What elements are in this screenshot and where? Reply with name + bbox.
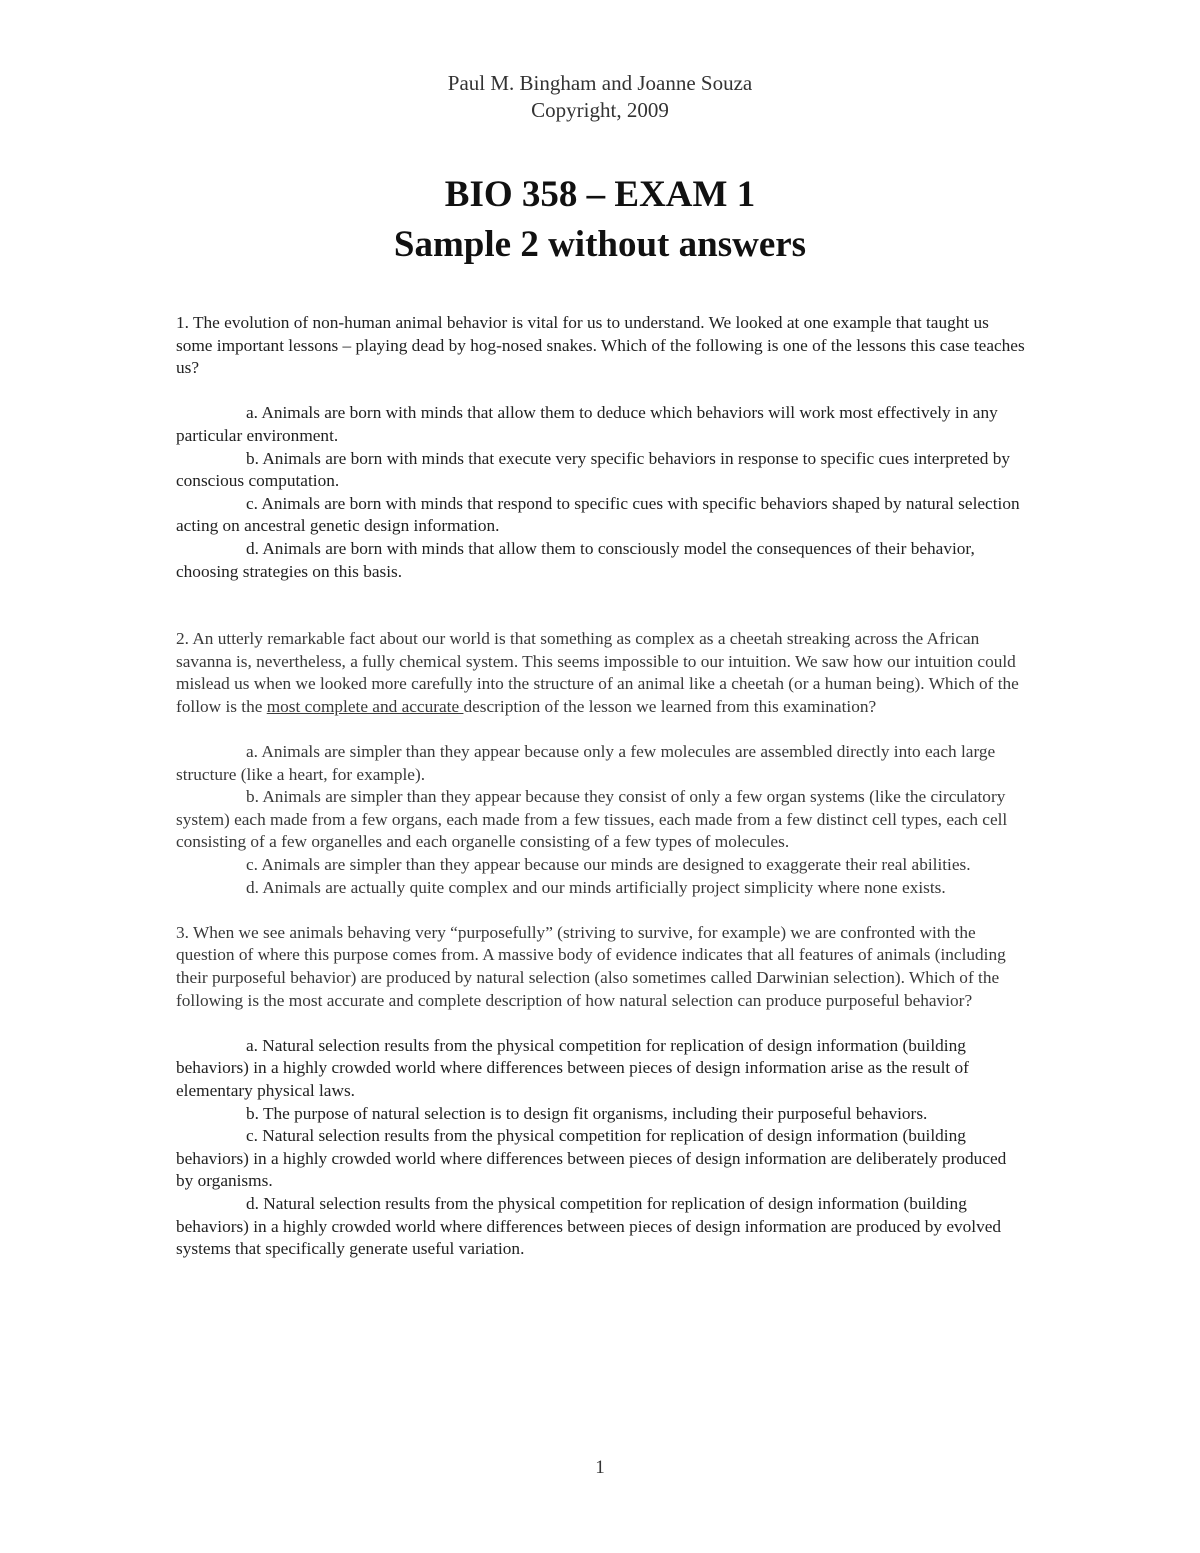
answer-option-a: a. Natural selection results from the physical competition for replication of design information (building behaviors) in a highly crowded world where differences between pieces of design information arise as the result of elementary physical laws. <box>176 1035 969 1100</box>
questions-section <box>176 312 1026 1261</box>
answer-options <box>176 402 1026 583</box>
answer-option-b: b. Animals are simpler than they appear because they consist of only a few organ systems (like the circulatory system) each made from a few organs, each made from a few tissues, each made from a few distinct cell types, each cell consisting of a few organelles and each organelle consisting of a few types of molecules. <box>176 787 1008 852</box>
answer-option-b: b. Animals are born with minds that execute very specific behaviors in response to specific cues interpreted by conscious computation. <box>176 448 1010 491</box>
document-header <box>0 70 1200 124</box>
answer-options <box>176 1035 1026 1261</box>
title-line-2: Sample 2 without answers <box>393 224 807 265</box>
page-number: 1 <box>595 1457 605 1478</box>
answer-option-c: c. Natural selection results from the physical competition for replication of design information (building behaviors) in a highly crowded world where differences between pieces of design information are deliberately produced by organisms. <box>176 1126 1007 1191</box>
answer-option-d: d. Animals are actually quite complex and our minds artificially project simplicity where none exists. <box>246 877 946 897</box>
question-2 <box>176 628 1026 899</box>
answer-option-a: a. Animals are born with minds that allow them to deduce which behaviors will work most effectively in any particular environment. <box>176 403 998 445</box>
stem-emphasis: most complete and accurate <box>266 696 464 716</box>
authors-line: Paul M. Bingham and Joanne Souza <box>447 71 753 95</box>
answer-option-c: c. Animals are simpler than they appear because our minds are designed to exaggerate their real abilities. <box>246 855 971 875</box>
question-stem <box>176 628 1026 718</box>
answer-options <box>176 741 1026 899</box>
document-title <box>0 170 1200 270</box>
question-stem: 3. When we see animals behaving very “purposefully” (striving to survive, for example) we are confronted with the question of where this purpose comes from. A massive body of evidence indicates that all features of animals (including their purposeful behavior) are produced by natural selection (also sometimes called Darwinian selection). Which of the following is the most accurate and complete description of how natural selection can produce purposeful behavior? <box>176 922 1006 1010</box>
answer-option-b: b. The purpose of natural selection is to design fit organisms, including their purposeful behaviors. <box>246 1103 928 1123</box>
title-line-1: BIO 358 – EXAM 1 <box>444 174 756 215</box>
answer-option-a: a. Animals are simpler than they appear because only a few molecules are assembled directly into each large structure (like a heart, for example). <box>176 742 996 784</box>
stem-text-end: description of the lesson we learned from this examination? <box>463 696 877 716</box>
question-3 <box>176 922 1026 1261</box>
question-1 <box>176 312 1026 583</box>
stem-text: 2. An utterly remarkable fact about our world is that something as complex as a cheetah streaking across the African savanna is, nevertheless, a fully chemical system. This seems impossible to our intuition. We saw how our intuition could mislead us when we looked more carefully into the structure of an animal like a cheetah (or a human being). Which of the follow is the <box>176 629 1019 716</box>
copyright-line: Copyright, 2009 <box>531 98 669 122</box>
answer-option-d: d. Animals are born with minds that allow them to consciously model the consequences of their behavior, choosing strategies on this basis. <box>176 538 975 581</box>
question-stem: 1. The evolution of non-human animal behavior is vital for us to understand. We looked at one example that taught us some important lessons – playing dead by hog-nosed snakes. Which of the following is one of the lessons this case teaches us? <box>176 313 1025 378</box>
answer-option-c: c. Animals are born with minds that respond to specific cues with specific behaviors shaped by natural selection acting on ancestral genetic design information. <box>176 493 1020 536</box>
answer-option-d: d. Natural selection results from the physical competition for replication of design information (building behaviors) in a highly crowded world where differences between pieces of design information are produced by evolved systems that specifically generate useful variation. <box>176 1193 1002 1259</box>
